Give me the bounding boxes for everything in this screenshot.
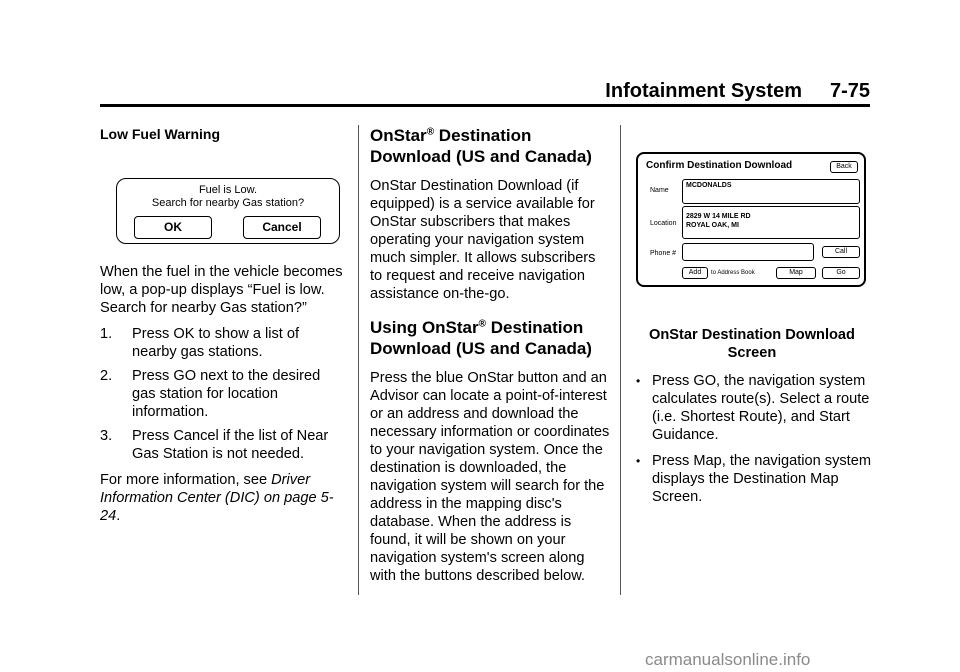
page-number: 7-75	[829, 80, 870, 102]
popup-line-2: Search for nearby Gas station?	[151, 197, 305, 209]
map-button[interactable]: Map	[776, 267, 816, 279]
low-fuel-intro: When the fuel in the vehicle becomes low, a pop-up displays “Fuel is low. Search for nearby Gas station?”	[100, 264, 343, 316]
low-fuel-heading: Low Fuel Warning	[100, 126, 221, 142]
watermark: carmanualsonline.info	[645, 650, 811, 669]
onstar-dd-heading: OnStar® Destination Download (US and Canada)	[370, 126, 592, 166]
destination-download-screen	[636, 152, 866, 287]
popup-ok-button[interactable]: OK	[134, 216, 212, 239]
section-title: Infotainment System	[605, 80, 802, 102]
step-item: 1. Press OK to show a list of nearby gas stations.	[100, 326, 300, 360]
add-button[interactable]: Add	[682, 267, 708, 279]
bullet-item: • Press GO, the navigation system calculates route(s). Select a route (i.e. Shortest Route), and Start Guidance.	[636, 373, 870, 443]
bullet-icon: •	[636, 454, 641, 468]
onstar-dd-paragraph: OnStar Destination Download (if equipped) is a service available for OnStar subscribers that makes operating your navigation system much simpler. It allows subscribers to request and receive navigation assistance on-the-go.	[370, 178, 596, 302]
dic-reference-link[interactable]: Driver Information Center (DIC) on page 5-24	[100, 472, 334, 524]
step-item: 2. Press GO next to the desired gas station for location information.	[100, 368, 321, 420]
add-to-label: to Address Book	[711, 270, 755, 276]
fuel-low-popup	[116, 178, 340, 244]
bullet-item: • Press Map, the navigation system displays the Destination Map Screen.	[636, 453, 872, 505]
name-field: MCDONALDS	[682, 179, 860, 204]
low-fuel-steps	[100, 325, 345, 463]
screen-bullets	[632, 372, 872, 506]
using-onstar-paragraph: Press the blue OnStar button and an Advisor can locate a point-of-interest or an address and download the necessary information or coordinates to your navigation system. Once the destination is downloaded, the navigation system will search for the address in the mapping disc's database. When the address is found, it will be shown on your navigation system's screen along with the buttons described below.	[370, 370, 610, 584]
column-1	[100, 125, 345, 143]
go-button[interactable]: Go	[822, 267, 860, 279]
header-rule	[100, 104, 870, 107]
column-divider-1	[358, 125, 359, 595]
location-field: 2829 W 14 MILE RD ROYAL OAK, MI	[682, 206, 860, 239]
phone-label: Phone #	[650, 250, 677, 257]
more-info: For more information, see Driver Information Center (DIC) on page 5-24.	[100, 472, 334, 524]
phone-field	[682, 243, 814, 261]
column-2	[370, 125, 610, 593]
location-label: Location	[650, 220, 677, 227]
column-1-body	[100, 263, 345, 533]
page-header	[100, 80, 870, 106]
step-item: 3. Press Cancel if the list of Near Gas Station is not needed.	[100, 428, 329, 462]
using-onstar-heading: Using OnStar® Destination Download (US and Canada)	[370, 318, 592, 358]
popup-line-1: Fuel is Low.	[198, 184, 258, 196]
popup-cancel-button[interactable]: Cancel	[243, 216, 321, 239]
call-button[interactable]: Call	[822, 246, 860, 258]
screen-title: Confirm Destination Download	[646, 160, 793, 171]
column-divider-2	[620, 125, 621, 595]
back-button[interactable]: Back	[830, 161, 858, 173]
screen-caption: OnStar Destination Download Screen	[649, 327, 855, 361]
bullet-icon: •	[636, 374, 641, 388]
column-3-body	[632, 326, 872, 514]
name-label: Name	[650, 187, 669, 194]
